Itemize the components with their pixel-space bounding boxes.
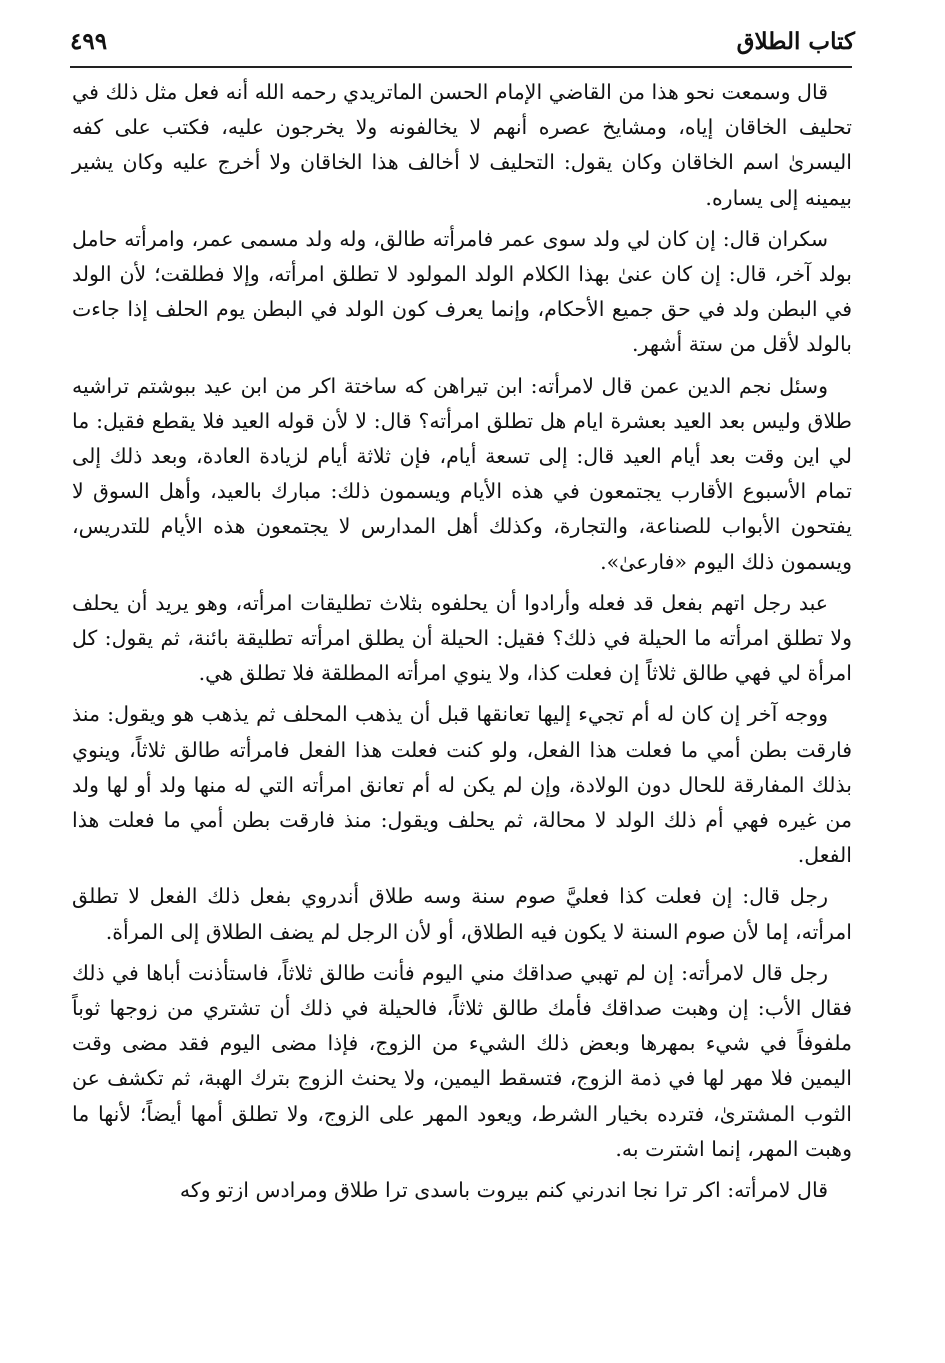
paragraph: رجل قال لامرأته: إن لم تهبي صداقك مني اليوم فأنت طالق ثلاثاً، فاستأذنت أباها في ذلك فقال الأب: إن وهبت صداقك فأمك طالق ثلاثاً، فالحيلة في ذلك أن تشتري من زوجها ثوباً ملفوفاً في شيء بمهرها وبعض ذلك الشيء من الزوج، فإذا مضى اليوم فقد مضى وقت اليمين فلا مهر لها في ذمة الزوج، فتسقط اليمين، ولا يحنث الزوج بترك الهبة، ثم تكشف عن الثوب المشترىٰ، فترده بخيار الشرط، ويعود المهر على الزوج، ولا تطلق أمها أيضاً؛ لأنها ما وهبت المهر، إنما اشترت به. [72, 960, 852, 1161]
paragraph: ووجه آخر إن كان له أم تجيء إليها تعانقها قبل أن يذهب المحلف ثم يذهب هو ويقول: منذ فارقت بطن أمي ما فعلت هذا الفعل، ولو كنت فعلت هذا الفعل فامرأته طالق ثلاثاً، وينوي بذلك المفارقة للحال دون الولادة، وإن لم يكن له أم تعانق امرأته التي له منها ولد أو لها ولد من غيره فهي أم ذلك الولد لا محالة، ثم يحلف ويقول: منذ فارقت بطن أمي ما فعلت هذا الفعل. [72, 702, 852, 868]
paragraph: وسئل نجم الدين عمن قال لامرأته: ابن تيراهن كه ساختة اكر من ابن عيد ببوشتم تراشيه طلاق وليس بعد العيد بعشرة ايام هل تطلق امرأته؟ قال: لا لأن قوله العيد فلا يقطع فقيل: ما لي اين وقت بعد أيام العيد قال: إلى تسعة أيام، فإن ثلاثة أيام لزيادة العادة، وبعد ذلك إلى تمام الأسبوع الأقارب يجتمعون في هذه الأيام ويسمون ذلك: مبارك بالعيد، وأهل السوق لا يفتحون الأبواب للصناعة، والتجارة، وكذلك أهل المدارس لا يجتمعون هذه الأيام للتدريس، ويسمون ذلك اليوم «فارعىٰ». [72, 373, 852, 574]
chapter-title: كتاب الطلاق [736, 27, 855, 55]
paragraph: سكران قال: إن كان لي ولد سوى عمر فامرأته طالق، وله ولد مسمى عمر، وامرأته حامل بولد آخر، قال: إن كان عنىٰ بهذا الكلام الولد المولود لا تطلق امرأته، وإلا فطلقت؛ لأن الولد في البطن ولد في حق جميع الأحكام، وإنما يعرف كون الولد في البطن يوم الحلف إذا جاءت بالولد لأقل من ستة أشهر. [72, 226, 852, 357]
running-header [70, 18, 855, 64]
paragraph: عبد رجل اتهم بفعل قد فعله وأرادوا أن يحلفوه بثلاث تطليقات امرأته، وهو يريد أن يحلف ولا تطلق امرأته ما الحيلة في ذلك؟ فقيل: الحيلة أن يطلق امرأته تطليقة بائنة، ثم يقول: كل امرأة لي فهي طالق ثلاثاً إن فعلت كذا، ولا ينوي امرأته المطلقة فلا تطلق هي. [72, 590, 852, 686]
header-divider [70, 66, 852, 68]
page-body [72, 75, 852, 1214]
paragraph: قال لامرأته: اكر ترا نجا اندرني كنم بيروت باسدى ترا طلاق ومرادس ازتو وكه [179, 1178, 828, 1203]
page-number: ٤٩٩ [70, 27, 108, 55]
paragraph: قال وسمعت نحو هذا من القاضي الإمام الحسن الماتريدي رحمه الله أنه فعل مثل ذلك في تحليف الخاقان إياه، ومشايخ عصره أنهم لا يخالفونه ولا يخرجون عليه، فكتب على كفه اليسرىٰ اسم الخاقان وكان يقول: التحليف لا أخالف هذا الخاقان ولا أخرج عليه وكان يشير بيمينه إلى يساره. [72, 80, 852, 210]
paragraph: رجل قال: إن فعلت كذا فعليَّ صوم سنة وسه طلاق أندروي بفعل ذلك الفعل لا تطلق امرأته، إما لأن صوم السنة لا يكون فيه الطلاق، أو لأن الرجل لم يضف الطلاق إلى المرأة. [72, 884, 852, 944]
